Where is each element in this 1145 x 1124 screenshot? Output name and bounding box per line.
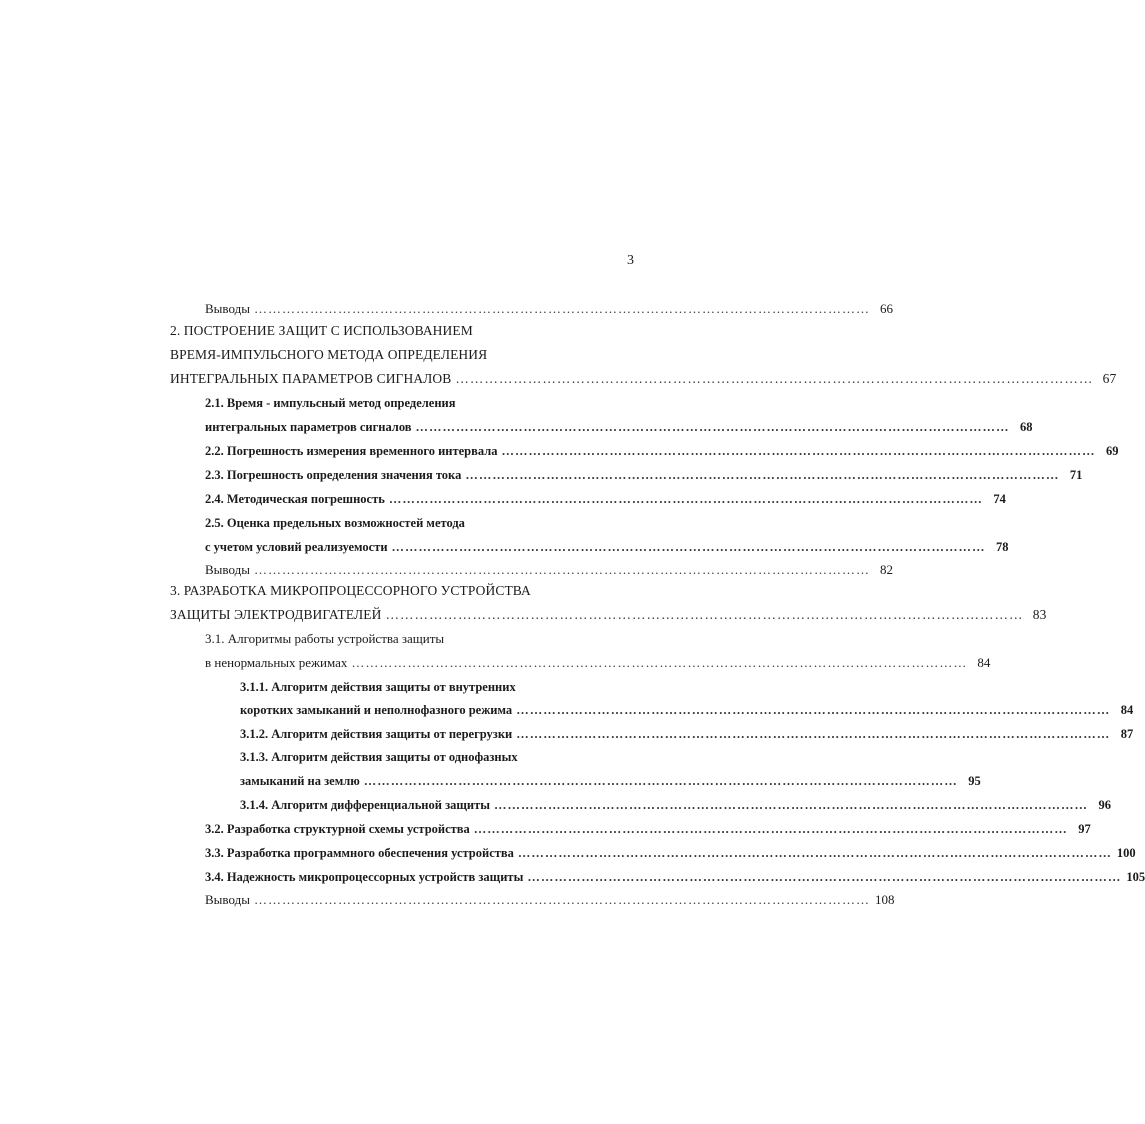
toc-subsection-3-1-3 — [240, 772, 981, 790]
toc-subsection-3-1-4 — [240, 796, 1112, 814]
toc-entry-page: 78 — [996, 540, 1009, 554]
toc-entry-conclusions-3 — [205, 891, 895, 909]
toc-entry-title: интегральных параметров сигналов — [205, 420, 412, 434]
toc-entry-page: 84 — [1120, 703, 1134, 717]
toc-entry-page: 68 — [1020, 420, 1033, 434]
toc-entry-title: 2.2. Погрешность измерения временного интервала — [205, 444, 498, 458]
dot-leader: …………………………………………………………………………………………………………………… — [385, 607, 1024, 622]
toc-section-3-3 — [205, 844, 1136, 862]
dot-leader: …………………………………………………………………………………………………………………… — [516, 727, 1111, 741]
toc-entry-title: 3.1.4. Алгоритм дифференциальной защиты — [240, 798, 491, 812]
toc-section-2-5-line-1: 2.5. Оценка предельных возможностей метода — [205, 516, 465, 530]
toc-entry-title: 3.2. Разработка структурной схемы устройства — [205, 822, 470, 836]
dot-leader: …………………………………………………………………………………………………………………… — [517, 846, 1112, 860]
toc-chapter-3-line-1: 3. РАЗРАБОТКА МИКРОПРОЦЕССОРНОГО УСТРОЙСТВА — [170, 583, 531, 598]
toc-subsection-3-1-1-line-1: 3.1.1. Алгоритм действия защиты от внутренних — [240, 680, 516, 694]
toc-entry-title: Выводы — [205, 562, 250, 577]
toc-entry-title: 2.3. Погрешность определения значения тока — [205, 468, 462, 482]
dot-leader: …………………………………………………………………………………………………………………… — [465, 468, 1060, 482]
dot-leader: …………………………………………………………………………………………………………………… — [253, 562, 870, 577]
toc-section-2-1-line-1: 2.1. Время - импульсный метод определения — [205, 396, 456, 410]
dot-leader: …………………………………………………………………………………………………………………… — [455, 371, 1094, 386]
toc-entry-page: 95 — [968, 774, 981, 788]
dot-leader: …………………………………………………………………………………………………………………… — [391, 540, 986, 554]
toc-entry-page: 96 — [1098, 798, 1112, 812]
toc-entry-conclusions-2 — [205, 561, 893, 579]
dot-leader: …………………………………………………………………………………………………………………… — [473, 822, 1068, 836]
toc-section-2-3 — [205, 466, 1083, 484]
toc-section-3-1-line-1: 3.1. Алгоритмы работы устройства защиты — [205, 631, 445, 646]
dot-leader: …………………………………………………………………………………………………………………… — [363, 774, 958, 788]
dot-leader: …………………………………………………………………………………………………………………… — [388, 492, 983, 506]
dot-leader: …………………………………………………………………………………………………………………… — [351, 655, 968, 670]
toc-section-3-1 — [205, 654, 991, 672]
toc-entry-page: 84 — [977, 655, 991, 670]
dot-leader: …………………………………………………………………………………………………………………… — [516, 703, 1111, 717]
dot-leader: …………………………………………………………………………………………………………………… — [415, 420, 1010, 434]
dot-leader: …………………………………………………………………………………………………………………… — [494, 798, 1089, 812]
toc-entry-conclusions-1 — [205, 300, 893, 318]
toc-entry-page: 83 — [1032, 607, 1047, 622]
toc-section-2-1 — [205, 418, 1033, 436]
toc-entry-page: 87 — [1120, 727, 1134, 741]
toc-section-2-5 — [205, 538, 1009, 556]
toc-section-3-4 — [205, 868, 1145, 886]
toc-entry-title: ИНТЕГРАЛЬНЫХ ПАРАМЕТРОВ СИГНАЛОВ — [170, 371, 452, 386]
toc-subsection-3-1-3-line-1: 3.1.3. Алгоритм действия защиты от однофазных — [240, 750, 518, 764]
toc-entry-page: 82 — [879, 562, 893, 577]
toc-entry-title: коротких замыканий и неполнофазного режима — [240, 703, 513, 717]
toc-entry-page: 66 — [879, 301, 893, 316]
toc-section-3-2 — [205, 820, 1091, 838]
toc-entry-title: 3.4. Надежность микропроцессорных устройств защиты — [205, 870, 524, 884]
toc-entry-title: Выводы — [205, 892, 250, 907]
dot-leader: …………………………………………………………………………………………………………………… — [527, 870, 1122, 884]
toc-subsection-3-1-2 — [240, 725, 1134, 743]
toc-entry-title: с учетом условий реализуемости — [205, 540, 388, 554]
toc-entry-title: 3.1.2. Алгоритм действия защиты от перегрузки — [240, 727, 513, 741]
toc-entry-title: 3.3. Разработка программного обеспечения устройства — [205, 846, 514, 860]
dot-leader: …………………………………………………………………………………………………………………… — [501, 444, 1096, 458]
toc-entry-title: в ненормальных режимах — [205, 655, 348, 670]
toc-entry-page: 67 — [1102, 371, 1117, 386]
toc-entry-page: 108 — [874, 892, 895, 907]
toc-chapter-2-line-2: ВРЕМЯ-ИМПУЛЬСНОГО МЕТОДА ОПРЕДЕЛЕНИЯ — [170, 347, 488, 362]
dot-leader: …………………………………………………………………………………………………………………… — [253, 892, 870, 907]
toc-entry-title: замыканий на землю — [240, 774, 360, 788]
toc-chapter-2 — [170, 370, 1117, 388]
toc-entry-page: 100 — [1116, 846, 1136, 860]
dot-leader: …………………………………………………………………………………………………………………… — [253, 301, 870, 316]
toc-entry-page: 71 — [1069, 468, 1083, 482]
toc-subsection-3-1-1 — [240, 701, 1134, 719]
toc-entry-title: ЗАЩИТЫ ЭЛЕКТРОДВИГАТЕЛЕЙ — [170, 607, 382, 622]
toc-entry-title: Выводы — [205, 301, 250, 316]
toc-entry-title: 2.4. Методическая погрешность — [205, 492, 385, 506]
toc-entry-page: 97 — [1078, 822, 1091, 836]
toc-section-2-4 — [205, 490, 1006, 508]
toc-section-2-2 — [205, 442, 1119, 460]
toc-entry-page: 74 — [993, 492, 1006, 506]
page-number: 3 — [627, 253, 634, 268]
toc-chapter-3 — [170, 606, 1047, 624]
toc-entry-page: 69 — [1105, 444, 1119, 458]
toc-entry-page: 105 — [1126, 870, 1145, 884]
toc-chapter-2-line-1: 2. ПОСТРОЕНИЕ ЗАЩИТ С ИСПОЛЬЗОВАНИЕМ — [170, 323, 473, 338]
